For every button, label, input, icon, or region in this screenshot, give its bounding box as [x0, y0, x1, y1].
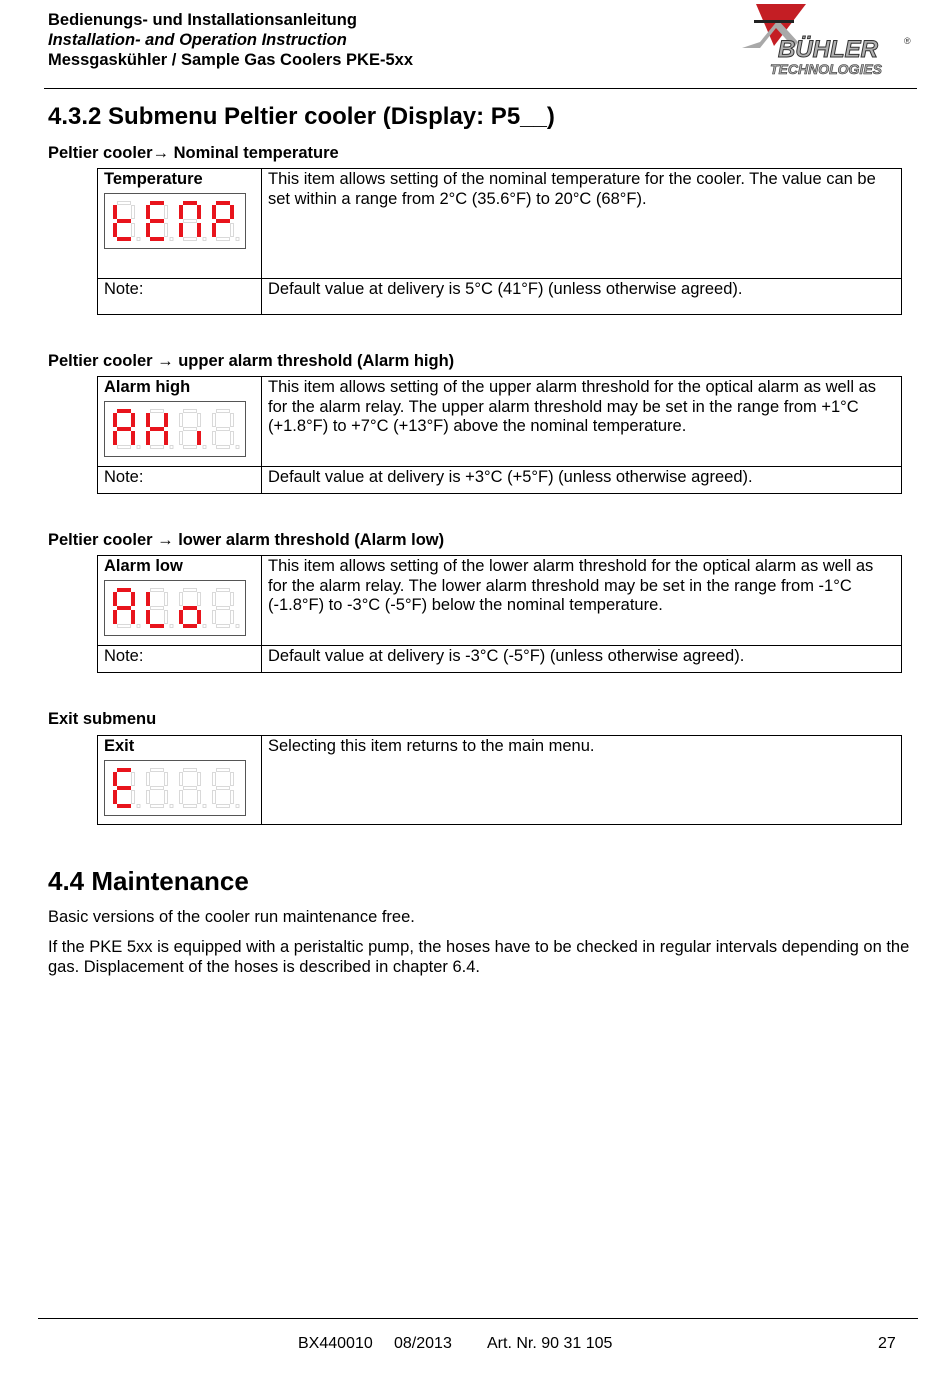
logo-text-technologies: TECHNOLOGIES — [770, 61, 883, 77]
buehler-logo — [736, 2, 920, 82]
segment-unlit — [184, 427, 197, 430]
segment-lit — [146, 610, 150, 624]
segment-lit — [113, 431, 117, 445]
segment-unlit — [184, 219, 197, 222]
decimal-point — [203, 445, 206, 448]
segment-lit — [183, 201, 197, 205]
decimal-point — [137, 624, 140, 627]
display-digit — [146, 409, 173, 448]
item-label: Exit — [104, 737, 135, 755]
item-label: Temperature — [104, 170, 203, 188]
segment-lit — [113, 592, 117, 606]
segment-lit — [117, 606, 131, 610]
segment-lit — [150, 201, 164, 205]
display-digit — [212, 201, 239, 241]
segment-unlit — [198, 413, 201, 426]
decimal-point — [203, 237, 206, 240]
segment-lit — [117, 786, 131, 790]
header-title-de: Bedienungs- und Installationsanleitung — [48, 11, 357, 29]
footer-page-number: 27 — [878, 1335, 896, 1352]
segment-lit — [146, 205, 150, 219]
segment-lit — [150, 237, 164, 241]
segment-unlit — [213, 772, 216, 785]
segment-unlit — [198, 772, 201, 785]
segment-lit — [212, 205, 216, 219]
segment-unlit — [217, 588, 230, 591]
segment-unlit — [231, 790, 234, 803]
segment-lit — [117, 804, 131, 808]
decimal-point — [236, 624, 239, 627]
segment-lit — [179, 205, 183, 219]
segment-unlit — [165, 592, 168, 605]
display-digit — [180, 768, 207, 807]
segment-lit — [113, 610, 117, 624]
segment-unlit — [184, 237, 197, 240]
segment-lit — [164, 413, 168, 427]
display-digit — [113, 409, 140, 449]
segment-unlit — [180, 790, 183, 803]
segment-lit — [183, 606, 197, 610]
decimal-point — [170, 624, 173, 627]
segment-unlit — [147, 772, 150, 785]
subhead-nominal-temperature: Peltier cooler→ Nominal temperature — [48, 144, 339, 162]
display-digit — [146, 201, 173, 241]
table-exit — [97, 735, 902, 825]
segment-lit — [117, 237, 131, 241]
segment-lit — [131, 413, 135, 427]
segment-unlit — [213, 413, 216, 426]
segment-unlit — [165, 223, 168, 236]
segment-unlit — [198, 790, 201, 803]
display-digit — [113, 768, 140, 808]
segment-unlit — [180, 772, 183, 785]
display-digit — [146, 588, 173, 628]
segment-unlit — [217, 768, 230, 771]
note-label: Note: — [98, 279, 262, 315]
segment-lit — [117, 409, 131, 413]
segment-unlit — [151, 786, 164, 789]
decimal-point — [137, 804, 140, 807]
segment-lit — [150, 219, 164, 223]
segment-lit — [131, 592, 135, 606]
segment-lit — [117, 588, 131, 592]
segment-unlit — [217, 804, 230, 807]
display-digit — [179, 588, 206, 628]
item-description: This item allows setting of the lower alarm threshold for the optical alarm as well as for the alarm relay. The lower alarm threshold may be set in the range from -1°C (-1.8°F) to -3°C (-5°F) below the nominal temperature. — [262, 556, 902, 646]
note-text: Default value at delivery is 5°C (41°F) (unless otherwise agreed). — [262, 279, 902, 315]
segment-lit — [113, 413, 117, 427]
item-description: This item allows setting of the upper alarm threshold for the optical alarm as well as for the alarm relay. The upper alarm threshold may be set in the range from +1°C (+1.8°F) to +7°C (+13°F) above the nominal temperature. — [262, 377, 902, 467]
segment-unlit — [184, 588, 197, 591]
note-text: Default value at delivery is +3°C (+5°F) (unless otherwise agreed). — [262, 467, 902, 494]
segment-unlit — [231, 592, 234, 605]
segment-unlit — [165, 610, 168, 623]
segment-unlit — [217, 606, 230, 609]
segment-unlit — [184, 804, 197, 807]
segment-unlit — [231, 223, 234, 236]
display-digit — [213, 588, 240, 627]
display-digit — [113, 588, 140, 628]
segment-unlit — [217, 786, 230, 789]
item-description: Selecting this item returns to the main menu. — [262, 736, 902, 825]
seven-segment-display — [104, 401, 246, 457]
segment-unlit — [151, 606, 164, 609]
segment-lit — [179, 223, 183, 237]
display-digit — [113, 201, 140, 241]
decimal-point — [137, 237, 140, 240]
seven-segment-display — [104, 760, 246, 816]
segment-unlit — [231, 772, 234, 785]
segment-unlit — [132, 205, 135, 218]
table-alarm-high — [97, 376, 902, 494]
segment-unlit — [213, 431, 216, 444]
segment-unlit — [118, 445, 131, 448]
header-product: Messgaskühler / Sample Gas Coolers PKE-5xx — [48, 51, 413, 69]
segment-unlit — [217, 237, 230, 240]
footer-date: 08/2013 — [394, 1335, 452, 1352]
table-nominal-temperature — [97, 168, 902, 315]
segment-unlit — [184, 445, 197, 448]
decimal-point — [170, 445, 173, 448]
segment-unlit — [217, 409, 230, 412]
segment-unlit — [147, 790, 150, 803]
segment-lit — [164, 431, 168, 445]
subhead-alarm-low: Peltier cooler → lower alarm threshold (Alarm low) — [48, 531, 445, 549]
segment-lit — [113, 223, 117, 237]
display-digit — [213, 768, 240, 807]
footer-article-number: Art. Nr. 90 31 105 — [487, 1335, 613, 1352]
segment-lit — [150, 624, 164, 628]
segment-unlit — [180, 431, 183, 444]
segment-lit — [117, 219, 131, 223]
segment-lit — [216, 219, 230, 223]
segment-unlit — [217, 624, 230, 627]
segment-unlit — [151, 409, 164, 412]
note-text: Default value at delivery is -3°C (-5°F) (unless otherwise agreed). — [262, 646, 902, 673]
item-label: Alarm low — [104, 557, 183, 575]
segment-unlit — [151, 588, 164, 591]
decimal-point — [137, 445, 140, 448]
segment-lit — [113, 205, 117, 219]
segment-lit — [183, 624, 197, 628]
maintenance-paragraph-2: If the PKE 5xx is equipped with a peristaltic pump, the hoses have to be checked in regular intervals depending on the gas. Displacement of the hoses is described in chapter 6.4. — [48, 938, 910, 976]
segment-unlit — [132, 790, 135, 803]
segment-unlit — [165, 205, 168, 218]
segment-lit — [131, 431, 135, 445]
segment-unlit — [180, 592, 183, 605]
segment-unlit — [231, 610, 234, 623]
segment-unlit — [151, 445, 164, 448]
maintenance-paragraph-1: Basic versions of the cooler run maintenance free. — [48, 908, 415, 926]
header-rule — [44, 88, 917, 89]
document-header — [48, 10, 413, 70]
segment-lit — [117, 768, 131, 772]
segment-unlit — [231, 413, 234, 426]
segment-lit — [113, 790, 117, 804]
item-label: Alarm high — [104, 378, 191, 396]
segment-unlit — [151, 768, 164, 771]
segment-lit — [146, 413, 150, 427]
section-title: 4.3.2 Submenu Peltier cooler (Display: P5__) — [48, 103, 555, 130]
segment-lit — [131, 610, 135, 624]
item-description: This item allows setting of the nominal temperature for the cooler. The value can be set within a range from 2°C (35.6°F) to 20°C (68°F). — [262, 169, 902, 279]
segment-unlit — [184, 768, 197, 771]
segment-unlit — [184, 409, 197, 412]
display-digit — [180, 409, 207, 448]
header-title-en: Installation- and Operation Instruction — [48, 31, 347, 49]
logo-text-buehler: BÜHLER — [778, 36, 878, 63]
decimal-point — [236, 804, 239, 807]
segment-lit — [197, 223, 201, 237]
decimal-point — [236, 237, 239, 240]
segment-unlit — [217, 427, 230, 430]
footer-doc-number: BX440010 — [298, 1335, 373, 1352]
segment-unlit — [213, 592, 216, 605]
segment-lit — [179, 610, 183, 624]
segment-unlit — [165, 772, 168, 785]
decimal-point — [170, 237, 173, 240]
segment-lit — [212, 223, 216, 237]
subhead-exit-submenu: Exit submenu — [48, 710, 157, 728]
decimal-point — [236, 445, 239, 448]
segment-lit — [150, 427, 164, 431]
segment-unlit — [217, 445, 230, 448]
seven-segment-display — [104, 580, 246, 636]
segment-lit — [197, 205, 201, 219]
note-label: Note: — [98, 467, 262, 494]
segment-lit — [146, 223, 150, 237]
segment-unlit — [118, 624, 131, 627]
maintenance-title: 4.4 Maintenance — [48, 866, 249, 896]
segment-unlit — [132, 772, 135, 785]
segment-unlit — [213, 610, 216, 623]
display-digit — [147, 768, 174, 807]
segment-unlit — [132, 223, 135, 236]
note-label: Note: — [98, 646, 262, 673]
segment-unlit — [231, 431, 234, 444]
footer-rule — [38, 1318, 918, 1319]
segment-lit — [117, 427, 131, 431]
logo-registered-mark: ® — [904, 36, 911, 46]
segment-unlit — [165, 790, 168, 803]
segment-unlit — [198, 592, 201, 605]
segment-lit — [216, 201, 230, 205]
display-digit — [213, 409, 240, 448]
display-digit — [179, 201, 206, 241]
segment-unlit — [184, 786, 197, 789]
segment-lit — [113, 772, 117, 786]
segment-lit — [197, 431, 201, 445]
segment-lit — [230, 205, 234, 219]
decimal-point — [203, 624, 206, 627]
segment-unlit — [151, 804, 164, 807]
subhead-alarm-high: Peltier cooler → upper alarm threshold (Alarm high) — [48, 352, 455, 370]
seven-segment-display — [104, 193, 246, 249]
segment-lit — [146, 592, 150, 606]
segment-unlit — [118, 201, 131, 204]
segment-unlit — [213, 790, 216, 803]
segment-unlit — [180, 413, 183, 426]
decimal-point — [170, 804, 173, 807]
segment-lit — [146, 431, 150, 445]
decimal-point — [203, 804, 206, 807]
table-alarm-low — [97, 555, 902, 673]
segment-lit — [197, 610, 201, 624]
